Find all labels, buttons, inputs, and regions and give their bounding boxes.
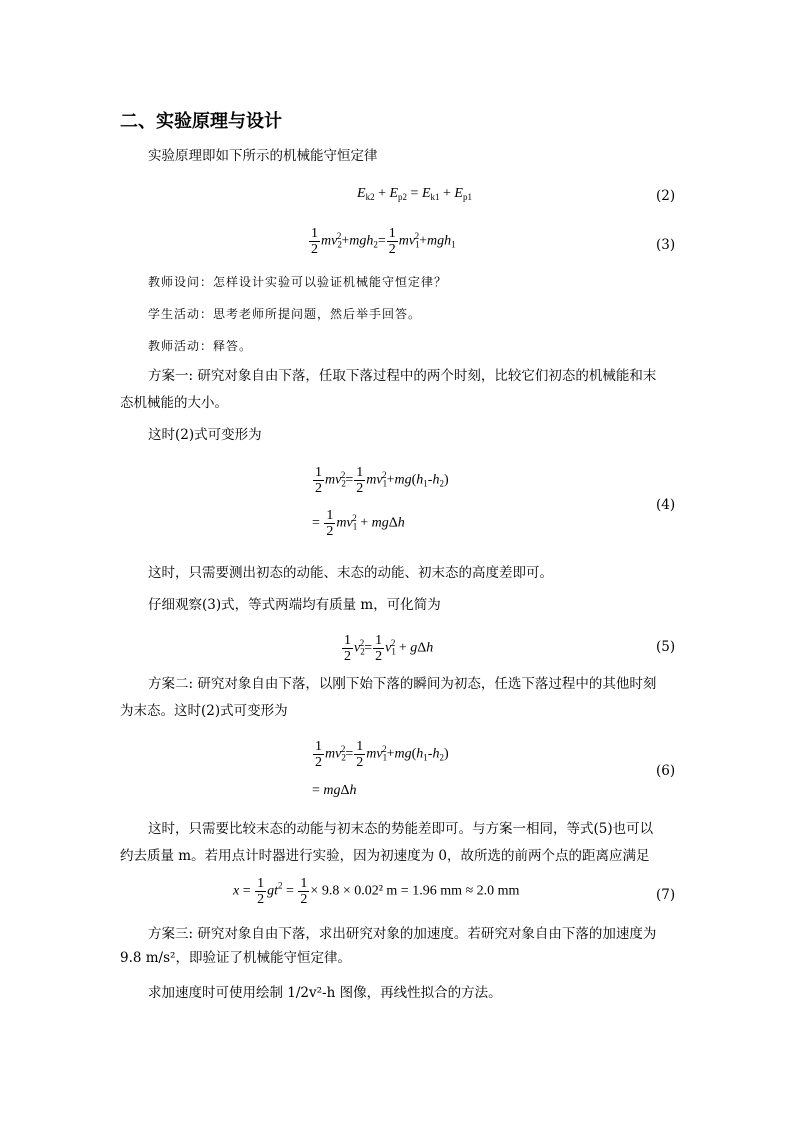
plan2-line2: 为末态。这时(2)式可变形为 — [120, 703, 288, 719]
plan1-line1: 方案一: 研究对象自由下落，任取下落过程中的两个时刻，比较它们初态的机械能和末 — [148, 368, 657, 384]
intro-text: 实验原理即如下所示的机械能守恒定律 — [148, 148, 378, 164]
equation-4-line1: $\frac{1}{2}$ $mv_2^2=$ $\frac{1}{2}$ $mv_1^2+mg(h_1-h_2)$ — [315, 465, 449, 496]
plan1-line2: 态机械能的大小。 — [120, 395, 228, 411]
equation-7: x = $\frac{1}{2}$ $gt^2$ = $\frac{1}{2}$ × 9.8 × 0.02² m = 1.96 mm ≈ 2.0 mm — [233, 876, 520, 907]
plan1-after: 这时，只需要测出初态的动能、末态的动能、初末态的高度差即可。 — [148, 565, 553, 581]
teacher-question: 教师设问：怎样设计实验可以验证机械能守恒定律？ — [148, 275, 448, 289]
equation-number: (5) — [656, 639, 676, 655]
plan3-last: 求加速度时可使用绘制 1/2v²-h 图像，再线性拟合的方法。 — [148, 985, 502, 1001]
plan2-line1: 方案二: 研究对象自由下落，以刚下始下落的瞬间为初态，任选下落过程中的其他时刻 — [148, 676, 657, 692]
equation-number: (3) — [656, 237, 676, 253]
equation-2: $E_{k2} + E_{p2} = E_{k1} + E_{p1}$ — [357, 186, 472, 202]
equation-number: (2) — [656, 188, 676, 204]
equation-5: $\frac{1}{2}$ $v_2^2=$ $\frac{1}{2}$ $v_1^2 + g\Delta h$ — [344, 633, 434, 664]
equation-number: (6) — [656, 763, 676, 779]
plan3-line1: 方案三: 研究对象自由下落，求出研究对象的加速度。若研究对象自由下落的加速度为 — [148, 926, 657, 942]
section-title: 二、实验原理与设计 — [120, 111, 282, 132]
teacher-activity: 教师活动：释答。 — [148, 339, 253, 353]
equation-number: (7) — [656, 887, 676, 903]
equation-6-line2: = mgΔh — [312, 783, 357, 798]
equation-6-line1: $\frac{1}{2}$ $mv_2^2=$ $\frac{1}{2}$ $mv_1^2+mg(h_1-h_2)$ — [315, 739, 449, 770]
equation-7-values: × 9.8 × 0.02² m = 1.96 mm ≈ 2.0 mm — [310, 883, 520, 899]
equation-3: $\frac{1}{2}$ $mv_2^2+mgh_2=$ $\frac{1}{2}$ $mv_1^2+mgh_1$ — [311, 226, 456, 257]
equation-number: (4) — [656, 497, 676, 513]
plan2-after1: 这时，只需要比较末态的动能与初末态的势能差即可。与方案一相同，等式(5)也可以 — [148, 821, 654, 837]
plan1-observe: 仔细观察(3)式，等式两端均有质量 m，可化简为 — [148, 597, 441, 613]
plan2-after2: 约去质量 m。若用点计时器进行实验，因为初速度为 0，故所选的前两个点的距离应满足 — [120, 848, 650, 864]
student-activity: 学生活动：思考老师所提问题，然后举手回答。 — [148, 307, 422, 321]
plan3-line2: 9.8 m/s²，即验证了机械能守恒定律。 — [120, 950, 351, 966]
plan1-transform: 这时(2)式可变形为 — [148, 427, 262, 443]
equation-4-line2: = $\frac{1}{2}$ $mv_1^2 + mg\Delta h$ — [312, 508, 405, 539]
